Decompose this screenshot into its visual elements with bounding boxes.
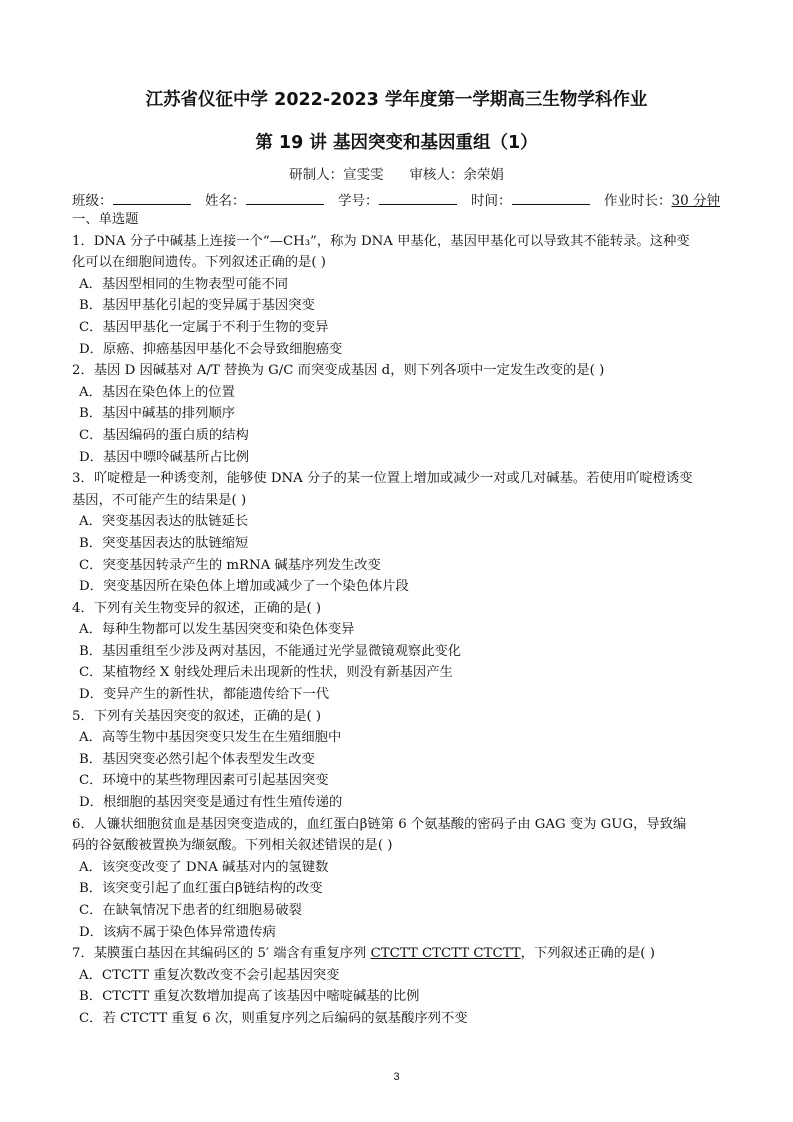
option-d: D．基因中嘌呤碱基所占比例 <box>79 449 250 465</box>
option-c: C．基因甲基化一定属于不利于生物的变异 <box>79 319 329 335</box>
question-line: 3．吖啶橙是一种诱变剂，能够使 DNA 分子的某一位置上增加或减少一对或几对碱基。若使用吖啶橙诱变 <box>72 471 693 487</box>
lesson-title: 第 19 讲 基因突变和基因重组（1） <box>255 133 538 153</box>
option-a: A．基因在染色体上的位置 <box>79 384 235 400</box>
question-line: 码的谷氨酸被置换为缬氨酸。下列相关叙述错误的是( ) <box>72 838 393 854</box>
option-b: B．基因重组至少涉及两对基因，不能通过光学显微镜观察此变化 <box>79 643 462 659</box>
student-id-field[interactable]: 学号： <box>338 189 457 209</box>
option-a: A．该突变改变了 DNA 碱基对内的氢键数 <box>79 859 329 875</box>
option-a: A．突变基因表达的肽链延长 <box>79 514 249 530</box>
option-d: D．突变基因所在染色体上增加或减少了一个染色体片段 <box>79 579 409 595</box>
option-b: B．基因突变必然引起个体表型发生改变 <box>79 751 315 767</box>
option-b: B．该突变引起了血红蛋白β链结构的改变 <box>79 881 323 897</box>
option-b: B．CTCTT 重复次数增加提高了该基因中嘧啶碱基的比例 <box>79 989 420 1005</box>
option-c: C．在缺氧情况下患者的红细胞易破裂 <box>79 903 302 918</box>
option-a: A．CTCTT 重复次数改变不会引起基因突变 <box>79 967 340 983</box>
option-b: B．基因甲基化引起的变异属于基因突变 <box>79 298 315 314</box>
question-line: 4．下列有关生物变异的叙述，正确的是( ) <box>72 600 322 616</box>
question-2 <box>72 360 722 468</box>
option-a: A．每种生物都可以发生基因突变和染色体变异 <box>79 622 355 638</box>
authors-line: 研制人：宣雯雯 审核人：余荣娟 <box>289 167 504 183</box>
option-d: D．变异产生的新性状，都能遗传给下一代 <box>79 687 330 703</box>
question-line: 基因，不可能产生的结果是( ) <box>72 492 247 508</box>
option-a: A．高等生物中基因突变只发生在生殖细胞中 <box>79 730 342 746</box>
duration-field: 作业时长：30 分钟 <box>604 193 720 209</box>
question-line: 化可以在细胞间遗传。下列叙述正确的是( ) <box>72 255 326 271</box>
option-d: D．该病不属于染色体异常遗传病 <box>79 924 276 940</box>
option-c: C．某植物经 X 射线处理后未出现新的性状，则没有新基因产生 <box>79 665 453 681</box>
question-5 <box>72 706 722 814</box>
question-4 <box>72 598 722 706</box>
option-c: C．突变基因转录产生的 mRNA 碱基序列发生改变 <box>79 557 381 573</box>
student-info-line <box>72 189 720 209</box>
option-b: B．基因中碱基的排列顺序 <box>79 406 236 422</box>
question-3 <box>72 468 722 598</box>
option-c: C．环境中的某些物理因素可引起基因突变 <box>79 773 329 789</box>
question-line: 2．基因 D 因碱基对 A/T 替换为 G/C 而突变成基因 d，则下列各项中一定发生改变的是( ) <box>72 363 605 379</box>
option-b: B．突变基因表达的肽链缩短 <box>79 535 249 551</box>
question-6 <box>72 814 722 944</box>
repeat-sequence: CTCTT CTCTT CTCTT <box>370 946 521 962</box>
class-field[interactable]: 班级： <box>72 189 191 209</box>
questions-content <box>72 209 722 1030</box>
option-a: A．基因型相同的生物表型可能不同 <box>79 276 289 292</box>
question-line: 5．下列有关基因突变的叙述，正确的是( ) <box>72 708 322 724</box>
question-line: 1．DNA 分子中碱基上连接一个“—CH₃”，称为 DNA 甲基化，基因甲基化可以导致其不能转录。这种变 <box>72 233 690 249</box>
name-field[interactable]: 姓名： <box>205 189 324 209</box>
page-number: 3 <box>393 1071 400 1083</box>
time-field[interactable]: 时间： <box>471 189 590 209</box>
option-d: D．根细胞的基因突变是通过有性生殖传递的 <box>79 795 343 811</box>
option-c: C．若 CTCTT 重复 6 次，则重复序列之后编码的氨基酸序列不变 <box>79 1010 468 1026</box>
question-7 <box>72 943 722 1029</box>
question-line: 6．人镰状细胞贫血是基因突变造成的，血红蛋白β链第 6 个氨基酸的密码子由 GAG 变为 GUG，导致编 <box>72 816 687 832</box>
option-c: C．基因编码的蛋白质的结构 <box>79 427 249 443</box>
question-1 <box>72 231 722 361</box>
section-heading: 一、单选题 <box>72 212 139 227</box>
document-title: 江苏省仪征中学 2022-2023 学年度第一学期高三生物学科作业 <box>145 90 648 110</box>
option-d: D．原癌、抑癌基因甲基化不会导致细胞癌变 <box>79 341 343 357</box>
question-line: 7．某膜蛋白基因在其编码区的 5′ 端含有重复序列 CTCTT CTCTT CTCTT，下列叙述正确的是( ) <box>72 946 655 962</box>
